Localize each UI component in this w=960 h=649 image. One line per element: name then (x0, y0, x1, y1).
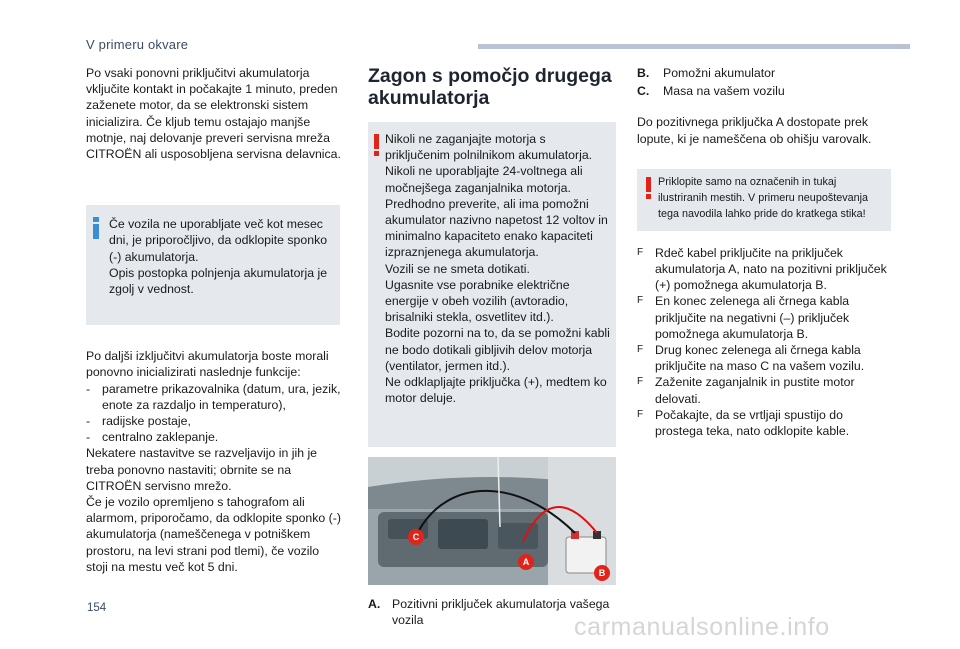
legend-item: B. Pomožni akumulator (637, 66, 776, 80)
step-item: F En konec zelenega ali črnega kabla priključite na negativni (–) priključek pomožnega akumulatorja B. (637, 294, 850, 341)
access-paragraph: Do pozitivnega priključka A dostopate prek lopute, ki je nameščena ob ohišju varovalk. (637, 115, 872, 146)
warning-text: Nikoli ne zaganjajte motorja s priključenim polnilnikom akumulatorja. Nikoli ne uporabljajte 24-voltnega ali močnejšega zaganjalnika motorja. Predhodno preverite, ali ima pomožni akumulator nazivno napetost 12 voltov in minimalno kapaciteto enako kapaciteti izpraznjenega akumulatorja. Vozili se ne smeta dotikati. Ugasnite vse porabnike električne energije v obeh vozilih (avtoradio, brisalniki stekla, osvetlitev itd.). Bodite pozorni na to, da se pomožni kabli ne bodo dotikali gibljivih delov motorja (ventilator, jermen itd.). Ne odklapljajte priključka (+), medtem ko motor deluje. (385, 132, 610, 406)
column-right (637, 65, 893, 439)
watermark: carmanualsonline.info (574, 613, 830, 641)
badge-a: A (518, 554, 534, 570)
connection-warning-box (637, 169, 891, 231)
column-middle (368, 65, 618, 628)
procedure-steps (637, 245, 893, 439)
badge-c: C (408, 529, 424, 545)
warning-box (368, 122, 616, 447)
section-title: V primeru okvare (86, 37, 189, 52)
badge-b: B (594, 565, 610, 581)
column-left (86, 65, 342, 575)
step-item: F Zaženite zaganjalnik in pustite motor delovati. (637, 375, 855, 406)
step-item: F Drug konec zelenega ali črnega kabla priključite na maso C na vašem vozilu. (637, 343, 865, 374)
legend-item: C. Masa na vašem vozilu (637, 84, 785, 99)
connection-warning-text: Priklopite samo na označenih in tukaj ilustriranih mestih. V primeru neupoštevanja tega navodila lahko pride do kratkega stika! (658, 175, 869, 220)
warning-icon (374, 134, 380, 156)
page-number: 154 (87, 602, 107, 614)
list-item: - centralno zaklepanje. (86, 430, 219, 445)
info-icon (93, 217, 99, 239)
header-bar (478, 44, 910, 49)
caption-text: Pozitivni priključek akumulatorja vašega vozila (392, 597, 610, 628)
step-item: F Počakajte, da se vrtljaji spustijo do prostega teka, nato odklopite kable. (637, 407, 850, 439)
intro-paragraph: Po vsaki ponovni priključitvi akumulatorja vključite kontakt in počakajte 1 minuto, preden zaženete motor, da se elektronski sistem inicializira. Če kljub temu ostajajo manjše motnje, naj delovanje preveri servisna mreža CITROËN ali usposobljena servisna delavnica. (86, 66, 341, 162)
settings-paragraph: Nekatere nastavitve se razveljavijo in jih je treba ponovno nastaviti; obrnite se na CITROËN servisno mrežo. Če je vozilo opremljeno s tahografom ali alarmom, priporočamo, da odklopite sponko (-) akumulatorja (nameščenega v potniškem prostoru, na levi strani pod tlemi), če vozilo stoji na mestu več kot 5 dni. (86, 446, 341, 574)
list-item: - parametre prikazovalnika (datum, ura, jezik, enote za razdaljo in temperaturo), (86, 381, 341, 412)
warning-icon (646, 177, 652, 199)
engine-illustration (368, 457, 616, 585)
reinit-paragraph: Po daljši izključitvi akumulatorja boste morali ponovno inicializirati naslednje funkcije: (86, 349, 329, 380)
list-item: - radijske postaje, (86, 414, 191, 429)
info-text: Če vozila ne uporabljate več kot mesec dni, je priporočljivo, da odklopite sponko (-) akumulatorja. Opis postopka polnjenja akumulatorja je zgolj v vednost. (109, 217, 328, 297)
info-box (86, 205, 340, 325)
engine-photo (368, 457, 616, 585)
step-item: F Rdeč kabel priključite na priključek akumulatorja A, nato na pozitivni priključek (+) pomožnega akumulatorja B. (637, 245, 887, 293)
caption-letter: A. (368, 597, 381, 611)
section-heading: Zagon s pomočjo drugega akumulatorja (368, 65, 612, 109)
